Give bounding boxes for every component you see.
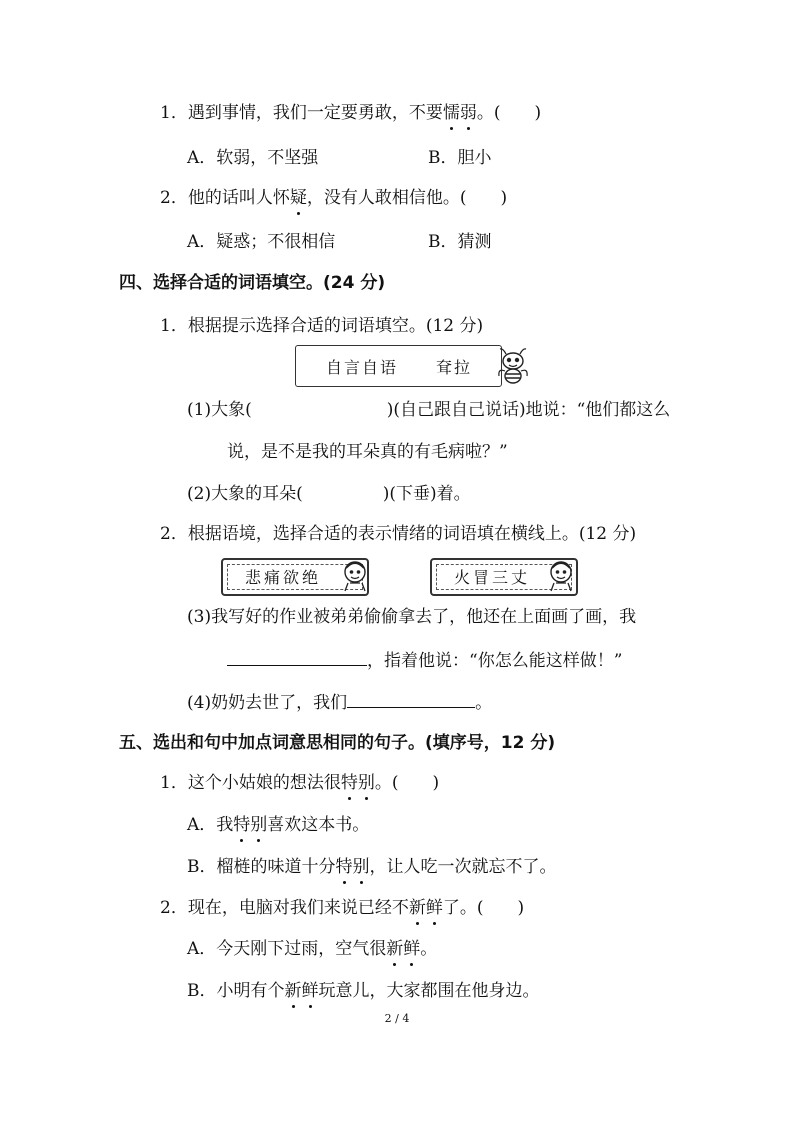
page-number: 2 / 4: [384, 1012, 410, 1025]
dotted-char: 别: [352, 857, 370, 877]
word-box-word: 自言自语: [326, 358, 399, 377]
option-3-1-a: A．软弱，不坚强: [187, 148, 319, 168]
question-5-1: 1．这个小姑娘的想法很特别。( ): [160, 773, 440, 793]
tag-word: 火冒三丈: [453, 568, 530, 587]
question-5-2: 2．现在，电脑对我们来说已经不新鲜了。( ): [160, 898, 525, 918]
option-3-1-b: B．胆小: [428, 148, 492, 168]
tag-word: 悲痛欲绝: [244, 568, 321, 587]
section-5-title: 五、选出和句中加点词意思相同的句子。(填序号，12 分): [119, 733, 556, 753]
dotted-char: 鲜: [301, 981, 319, 1001]
question-4-2: 2．根据语境，选择合适的表示情绪的词语填在横线上。(12 分): [160, 524, 637, 544]
dotted-char: 弱: [459, 103, 477, 123]
dotted-char: 新: [386, 939, 404, 959]
word-box-1: [295, 345, 502, 387]
item-4-3-line-2: ，指着他说：“你怎么能这样做！”: [227, 647, 622, 673]
dotted-char: 特: [340, 773, 358, 793]
dotted-char: 新: [408, 898, 426, 918]
dotted-char: 新: [284, 981, 302, 1001]
question-4-1: 1．根据提示选择合适的词语填空。(12 分): [160, 316, 484, 336]
item-4-2: (2)大象的耳朵( )(下垂)着。: [187, 484, 471, 504]
dotted-char: 懦: [442, 103, 460, 123]
option-3-2-a: A．疑惑；不很相信: [187, 232, 336, 252]
item-4-4: (4)奶奶去世了，我们 。: [187, 689, 492, 715]
answer-blank[interactable]: [347, 689, 475, 708]
option-5-1-a: A．我特别喜欢这本书。: [187, 815, 370, 835]
question-3-2: 2．他的话叫人怀疑，没有人敢相信他。( ): [160, 188, 508, 208]
option-5-2-a: A．今天刚下过雨，空气很新鲜。: [187, 939, 438, 959]
answer-blank[interactable]: [227, 647, 367, 666]
option-3-2-b: B．猜测: [428, 232, 492, 252]
option-5-1-b: B．榴梿的味道十分特别，让人吃一次就忘不了。: [187, 857, 557, 877]
dotted-char: 别: [357, 773, 375, 793]
question-3-1: 1．遇到事情，我们一定要勇敢，不要懦弱。( ): [160, 103, 542, 123]
section-4-title: 四、选择合适的词语填空。(24 分): [119, 273, 386, 293]
bee-mascot-icon: [496, 346, 532, 386]
dotted-char: 特: [233, 815, 251, 835]
item-4-1-line-1: (1)大象( )(自己跟自己说话)地说：“他们都这么: [187, 400, 671, 420]
dotted-char: 疑: [289, 188, 307, 208]
cartoon-kid-icon: [340, 558, 370, 594]
cartoon-kid-icon: [546, 558, 576, 594]
dotted-char: 特: [335, 857, 353, 877]
dotted-char: 别: [250, 815, 268, 835]
dotted-char: 鲜: [403, 939, 421, 959]
item-4-3-line-1: (3)我写好的作业被弟弟偷偷拿去了，他还在上面画了画，我: [187, 607, 637, 627]
item-4-1-line-2: 说，是不是我的耳朵真的有毛病啦？”: [227, 442, 508, 462]
word-box-word: 耷拉: [436, 358, 473, 377]
dotted-char: 鲜: [425, 898, 443, 918]
option-5-2-b: B．小明有个新鲜玩意儿，大家都围在他身边。: [187, 981, 540, 1001]
